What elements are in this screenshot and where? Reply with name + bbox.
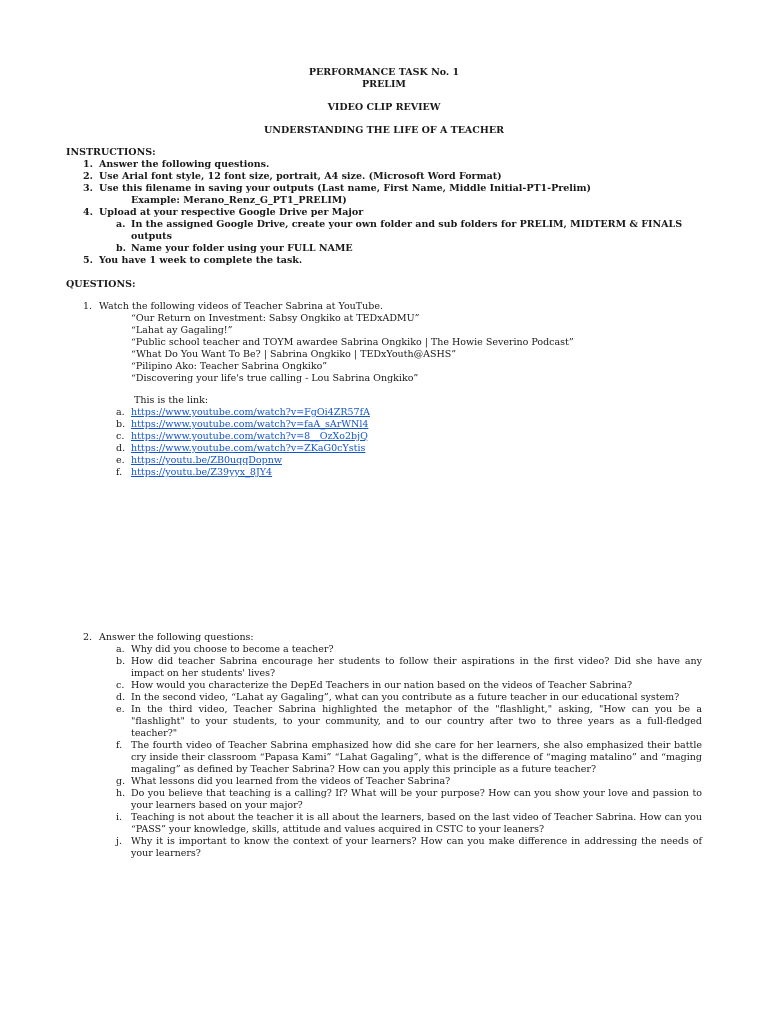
question-text: Watch the following videos of Teacher Sabrina at YouTube. [99, 301, 383, 312]
document-title: PERFORMANCE TASK No. 1 [308, 67, 460, 78]
link-letter: d. [116, 443, 126, 454]
sub-question-letter: c. [116, 680, 125, 691]
question-num: 2. [83, 632, 93, 643]
instruction-sub-letter: a. [116, 219, 126, 230]
sub-question-letter: g. [116, 776, 126, 787]
instruction-num: 5. [83, 255, 93, 266]
topic-heading: UNDERSTANDING THE LIFE OF A TEACHER [264, 125, 504, 136]
sub-question-letter: f. [116, 740, 123, 751]
video-title: “What Do You Want To Be? | Sabrina Ongkiko | TEDxYouth@ASHS” [131, 349, 457, 360]
sub-question-text: Teaching is not about the teacher it is all about the learners, based on the last video of Teacher Sabrina. How can you “PASS” your knowledge, skills, attitude and values acquired in CSTC to your leaners? [131, 812, 702, 835]
sub-question-letter: b. [116, 656, 126, 667]
sub-question-text: In the second video, “Lahat ay Gagaling”, what can you contribute as a future teacher in our educational system? [131, 692, 680, 703]
sub-question-letter: e. [116, 704, 125, 715]
instruction-text: Use Arial font style, 12 font size, portrait, A4 size. (Microsoft Word Format) [99, 171, 502, 182]
instruction-sub-letter: b. [116, 243, 126, 254]
video-title: “Public school teacher and TOYM awardee Sabrina Ongkiko | The Howie Severino Podcast” [131, 337, 574, 348]
instruction-text: Answer the following questions. [99, 159, 270, 170]
sub-question-text: Why did you choose to become a teacher? [131, 644, 334, 655]
instruction-num: 2. [83, 171, 93, 182]
video-link[interactable]: https://youtu.be/ZB0uqqDopnw [131, 455, 282, 466]
video-title: “Our Return on Investment: Sabsy Ongkiko at TEDxADMU” [131, 313, 420, 324]
sub-question-text: In the third video, Teacher Sabrina highlighted the metaphor of the "flashlight," asking, "How can you be a "flashlight" to your students, to your community, and to our country after two to three years as a full-fledged teacher?" [131, 704, 702, 739]
link-letter: a. [116, 407, 125, 418]
document-subtitle: VIDEO CLIP REVIEW [327, 102, 441, 113]
sub-question-text: Do you believe that teaching is a calling? If? What will be your purpose? How can you show your love and passion to your learners based on your major? [131, 788, 702, 811]
instruction-sub-text-cont: outputs [131, 231, 172, 242]
video-link[interactable]: https://www.youtube.com/watch?v=8__OzXo2bjQ [131, 431, 368, 442]
video-link[interactable]: https://www.youtube.com/watch?v=faA_sArWNl4 [131, 419, 369, 430]
sub-question-text: How did teacher Sabrina encourage her students to follow their aspirations in the first video? Did she have any impact on her students' lives? [131, 656, 702, 679]
instructions-label: INSTRUCTIONS: [66, 147, 156, 158]
instruction-sub-text: Name your folder using your FULL NAME [131, 243, 353, 254]
link-letter: e. [116, 455, 125, 466]
question-text: Answer the following questions: [99, 632, 254, 643]
video-link[interactable]: https://www.youtube.com/watch?v=ZKaG0cYstis [131, 443, 366, 454]
instruction-num: 4. [83, 207, 93, 218]
instruction-text: Use this filename in saving your outputs (Last name, First Name, Middle Initial-PT1-Prelim) [99, 183, 592, 194]
link-letter: b. [116, 419, 126, 430]
sub-question-text: What lessons did you learned from the videos of Teacher Sabrina? [131, 776, 451, 787]
video-title: “Lahat ay Gagaling!” [131, 325, 233, 336]
link-intro: This is the link: [134, 395, 209, 406]
sub-question-letter: d. [116, 692, 126, 703]
sub-question-text: How would you characterize the DepEd Teachers in our nation based on the videos of Teacher Sabrina? [131, 680, 633, 691]
sub-question-letter: h. [116, 788, 126, 799]
video-link[interactable]: https://www.youtube.com/watch?v=FgOi4ZR57fA [131, 407, 370, 418]
questions-label: QUESTIONS: [66, 279, 136, 290]
instruction-sub-text: In the assigned Google Drive, create your own folder and sub folders for PRELIM, MIDTERM & FINALS [131, 219, 683, 230]
instruction-num: 3. [83, 183, 93, 194]
instruction-num: 1. [83, 159, 93, 170]
instruction-text: You have 1 week to complete the task. [99, 255, 303, 266]
sub-question-letter: i. [116, 812, 123, 823]
video-link[interactable]: https://youtu.be/Z39yyx_8JY4 [131, 467, 273, 478]
sub-question-letter: a. [116, 644, 125, 655]
link-letter: c. [116, 431, 125, 442]
link-letter: f. [116, 467, 123, 478]
instruction-text: Upload at your respective Google Drive per Major [99, 207, 364, 218]
sub-question-letter: j. [116, 836, 122, 847]
term-label: PRELIM [362, 79, 406, 90]
sub-question-text: Why it is important to know the context of your learners? How can you make difference in addressing the needs of your learners? [131, 836, 702, 859]
question-num: 1. [83, 301, 93, 312]
instruction-example: Example: Merano_Renz_G_PT1_PRELIM) [131, 195, 347, 206]
sub-question-text: The fourth video of Teacher Sabrina emphasized how did she care for her learners, she also emphasized their battle cry inside their classroom “Papasa Kami” “Lahat Gagaling”, what is the difference of “maging matalino” and “maging magaling” as defined by Teacher Sabrina? How can you apply this principle as a future teacher? [131, 740, 702, 775]
video-title: “Pilipino Ako: Teacher Sabrina Ongkiko” [131, 361, 328, 372]
video-title: “Discovering your life's true calling - Lou Sabrina Ongkiko” [131, 373, 419, 384]
